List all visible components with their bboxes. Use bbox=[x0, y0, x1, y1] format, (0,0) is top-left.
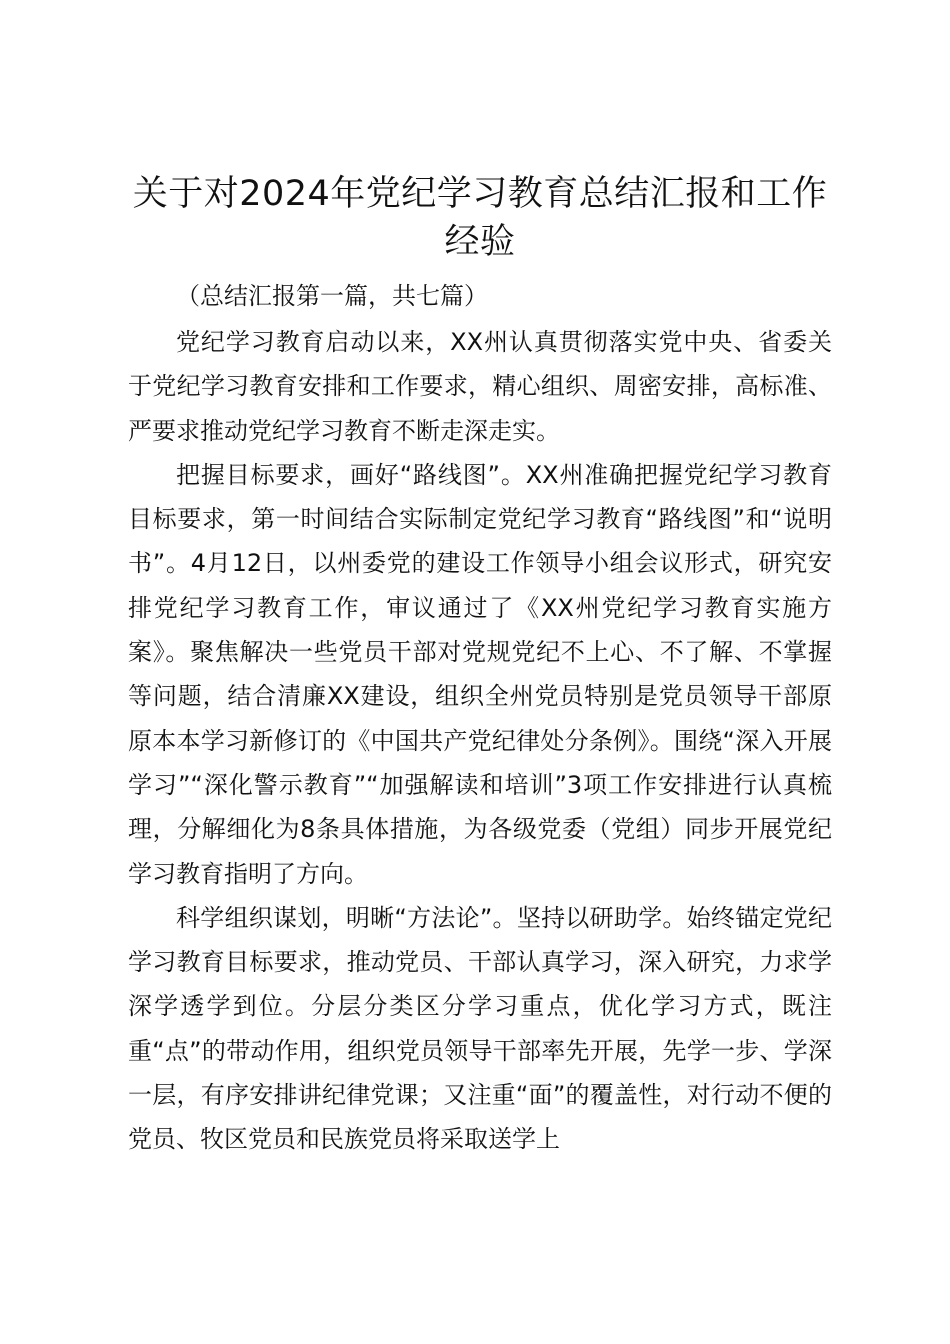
paragraph-intro: 党纪学习教育启动以来，XX州认真贯彻落实党中央、省委关于党纪学习教育安排和工作要求，精心组织、周密安排，高标准、严要求推动党纪学习教育不断走深走实。 bbox=[128, 328, 832, 445]
paragraph-roadmap: 把握目标要求，画好“路线图”。XX州准确把握党纪学习教育目标要求，第一时间结合实际制定党纪学习教育“路线图”和“说明书”。4月12日，以州委党的建设工作领导小组会议形式，研究安排党纪学习教育工作，审议通过了《XX州党纪学习教育实施方案》。聚焦解决一些党员干部对党规党纪不上心、不了解、不掌握等问题，结合清廉XX建设，组织全州党员特别是党员领导干部原原本本学习新修订的《中国共产党纪律处分条例》。围绕“深入开展学习”“深化警示教育”“加强解读和培训”3项工作安排进行认真梳理，分解细化为8条具体措施，为各级党委（党组）同步开展党纪学习教育指明了方向。 bbox=[128, 460, 832, 888]
document-page bbox=[128, 170, 832, 1162]
document-title: 关于对2024年党纪学习教育总结汇报和工作经验 bbox=[132, 174, 828, 262]
document-subtitle: （总结汇报第一篇，共七篇） bbox=[176, 282, 488, 310]
paragraph-methodology: 科学组织谋划，明晰“方法论”。坚持以研助学。始终锚定党纪学习教育目标要求，推动党员、干部认真学习，深入研究，力求学深学透学到位。分层分类区分学习重点，优化学习方式，既注重“点”的带动作用，组织党员领导干部率先开展，先学一步、学深一层，有序安排讲纪律党课；又注重“面”的覆盖性，对行动不便的党员、牧区党员和民族党员将采取送学上 bbox=[128, 903, 832, 1154]
